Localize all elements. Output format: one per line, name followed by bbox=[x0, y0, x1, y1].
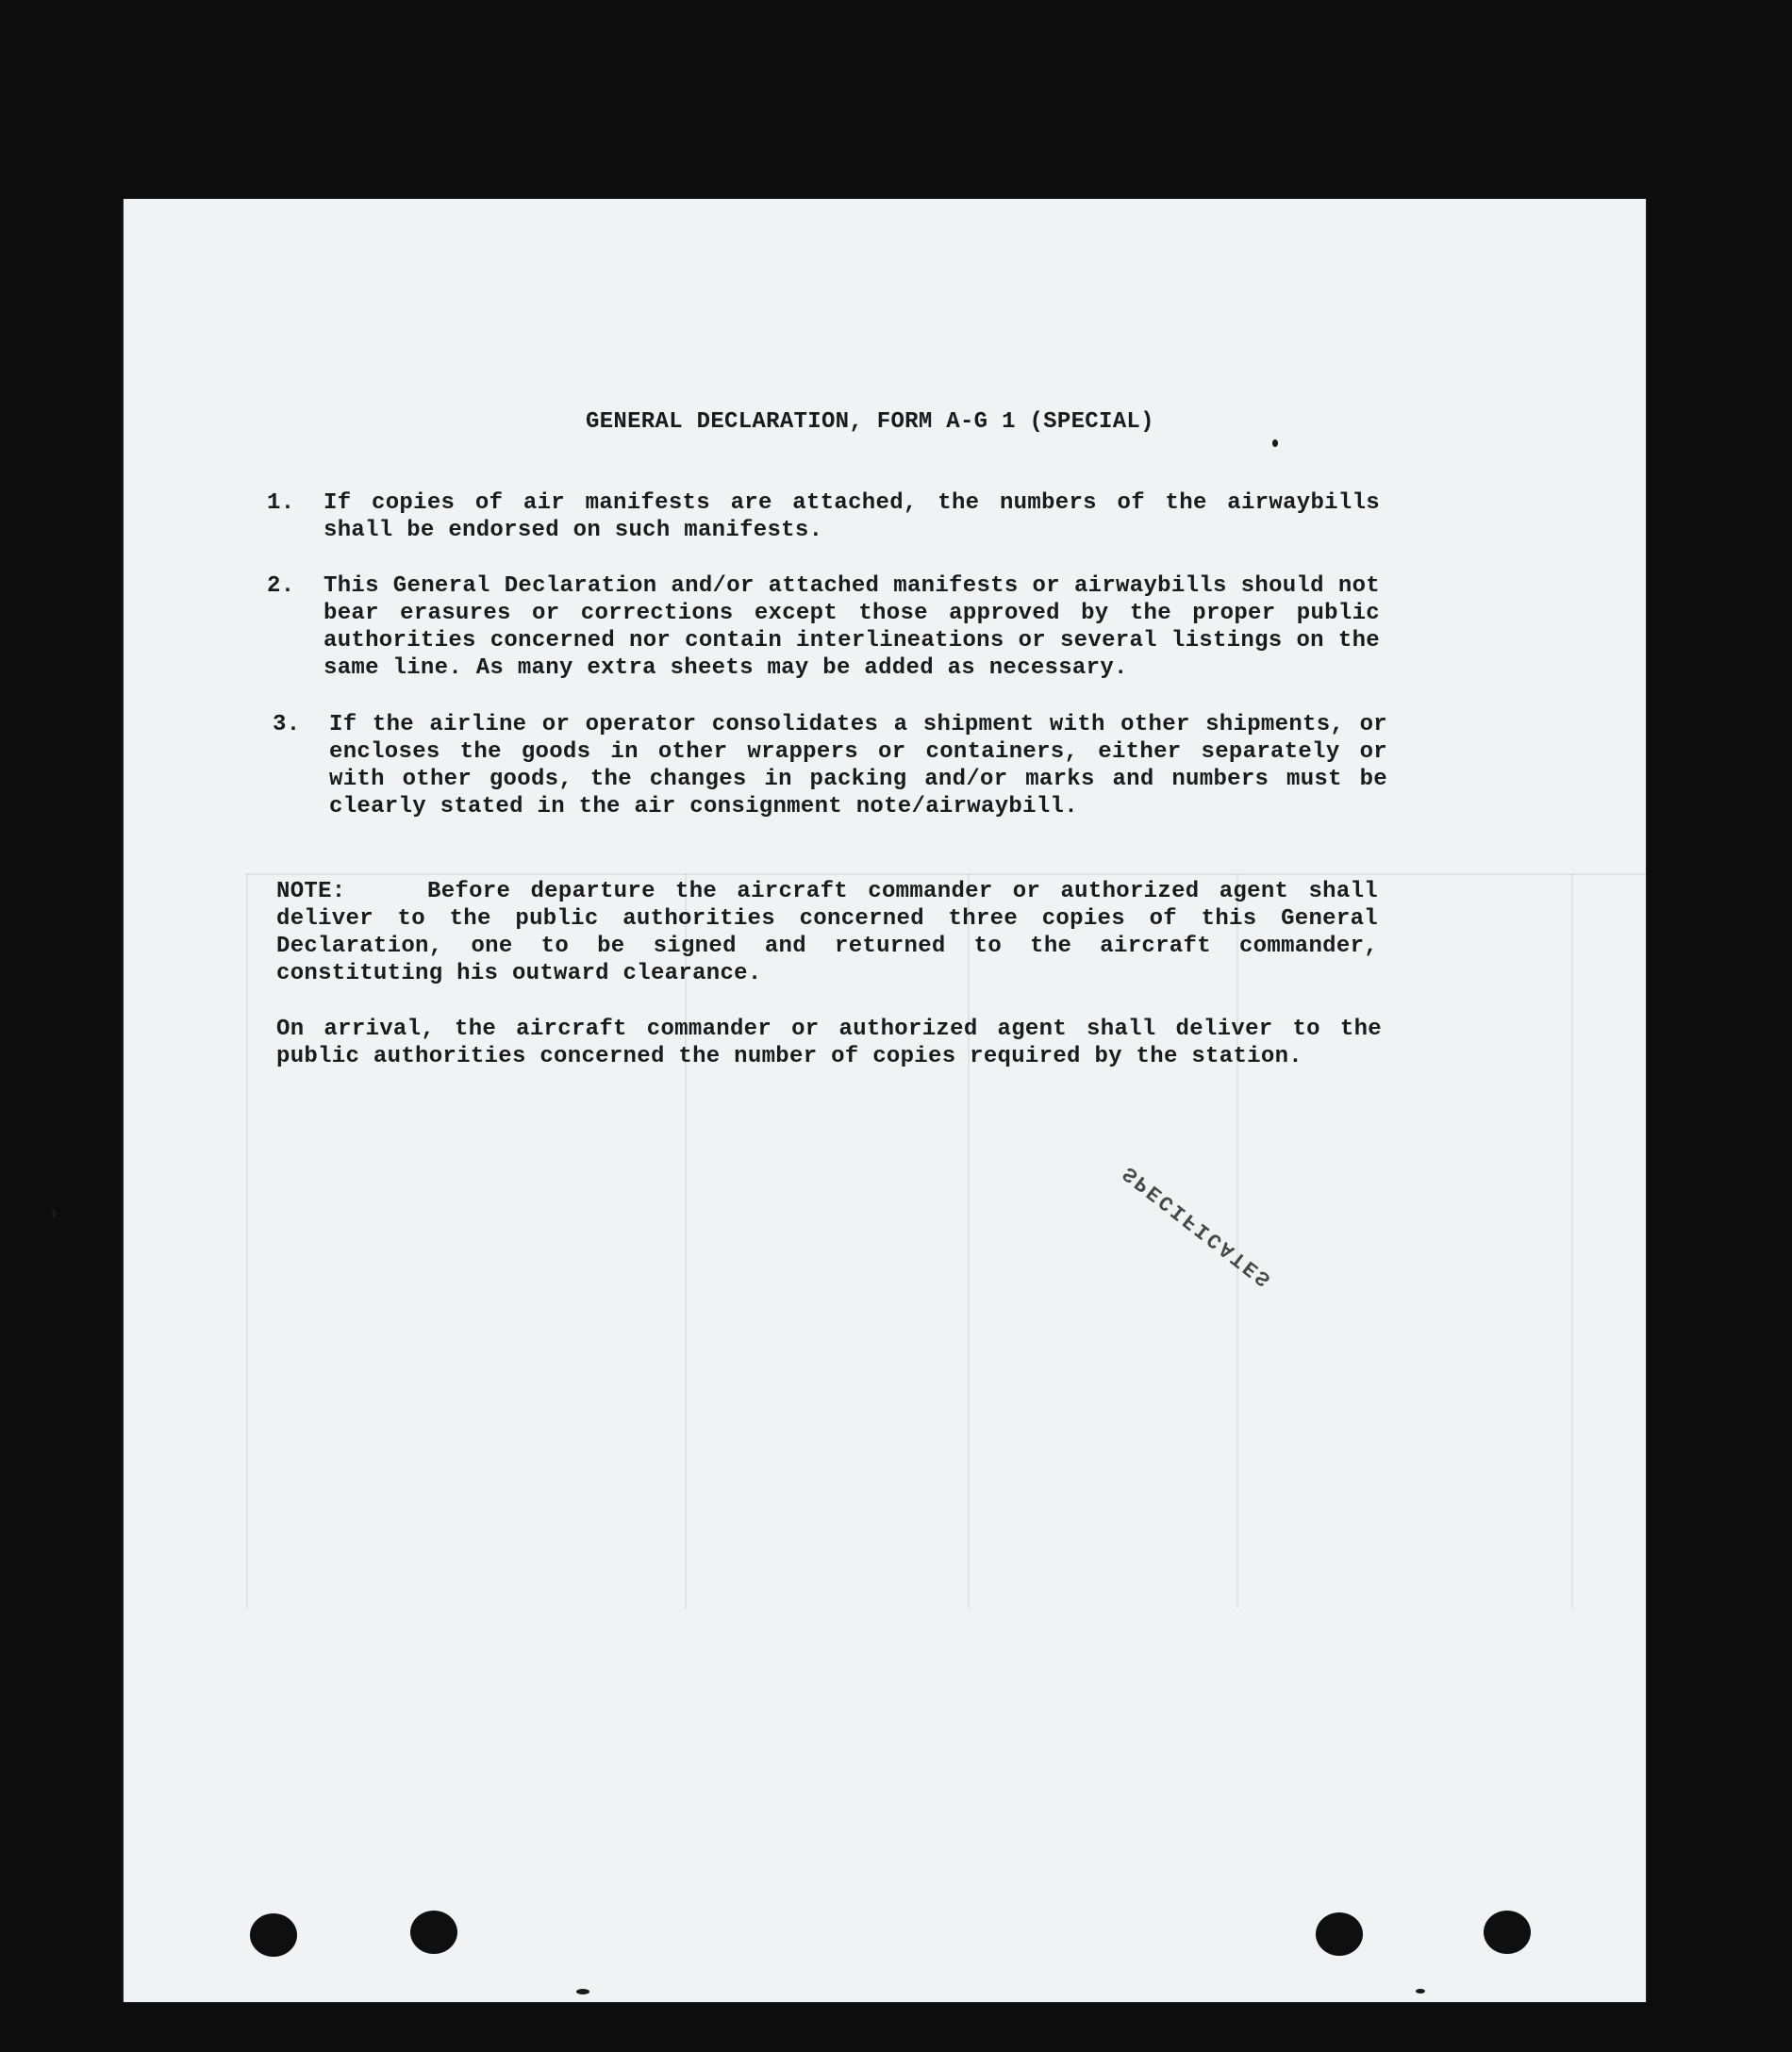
document-title: GENERAL DECLARATION, FORM A-G 1 (SPECIAL) bbox=[586, 409, 1154, 435]
note-label: NOTE: bbox=[276, 879, 346, 904]
note-paragraph bbox=[276, 878, 1378, 987]
item-text: This General Declaration and/or attached manifests or airwaybills should not bear erasures or corrections except those approved by the proper public authorities concerned nor contain interlineations or several listings on the same line. As many extra sheets may be added as necessary. bbox=[324, 573, 1380, 681]
speck bbox=[576, 1989, 589, 1994]
show-through-line bbox=[246, 873, 248, 1609]
item-number: 3. bbox=[273, 712, 301, 737]
punch-hole bbox=[1484, 1911, 1531, 1954]
punch-hole bbox=[410, 1911, 457, 1954]
instruction-item bbox=[273, 711, 1387, 820]
speck bbox=[1272, 439, 1278, 447]
punch-hole bbox=[250, 1913, 297, 1957]
arrival-paragraph: On arrival, the aircraft commander or authorized agent shall deliver to the public authorities concerned the number of copies required by the station. bbox=[276, 1017, 1382, 1069]
note-text: Before departure the aircraft commander or authorized agent shall deliver to the public authorities concerned three copies of this General Declaration, one to be signed and returned to the aircraft commander, constituting his outward clearance. bbox=[276, 879, 1378, 986]
item-text: If copies of air manifests are attached, the numbers of the airwaybills shall be endorsed on such manifests. bbox=[324, 490, 1380, 543]
rubber-stamp: SPECIFICATES bbox=[1119, 1161, 1278, 1293]
speck bbox=[52, 1209, 56, 1218]
item-number: 1. bbox=[267, 490, 295, 516]
document-page bbox=[124, 199, 1646, 2002]
instruction-item bbox=[267, 489, 1380, 544]
item-text: If the airline or operator consolidates a shipment with other shipments, or encloses the goods in other wrappers or containers, either separately or with other goods, the changes in packing and/or marks and numbers must be clearly stated in the air consignment note/airwaybill. bbox=[329, 712, 1387, 819]
speck bbox=[1416, 1989, 1425, 1994]
item-number: 2. bbox=[267, 573, 295, 599]
punch-hole bbox=[1316, 1912, 1363, 1956]
show-through-line bbox=[1571, 873, 1573, 1609]
instruction-item bbox=[267, 572, 1380, 682]
show-through-line bbox=[246, 873, 1646, 875]
